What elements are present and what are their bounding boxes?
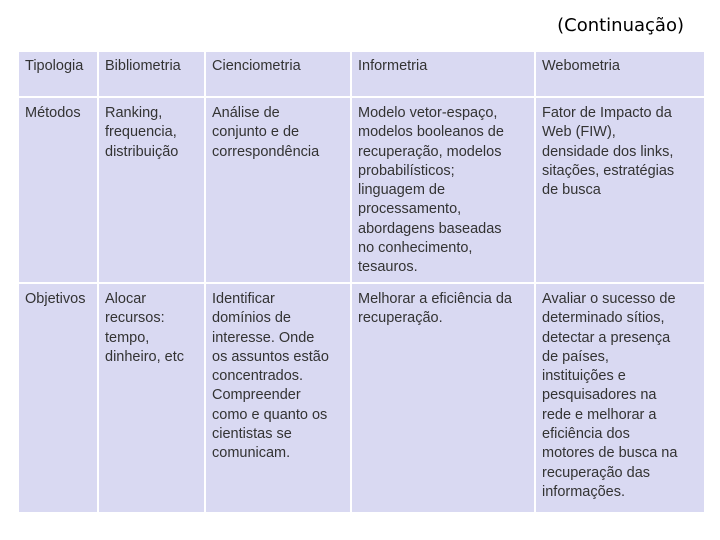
table-row-metodos <box>18 97 705 283</box>
cell-metodos-webometria: Fator de Impacto da Web (FIW), densidade dos links, sitações, estratégias de busca <box>535 97 705 283</box>
cell-metodos-cienciometria: Análise de conjunto e de correspondência <box>205 97 351 283</box>
header-cell-informetria: Informetria <box>351 51 535 97</box>
cell-objetivos-informetria: Melhorar a eficiência da recuperação. <box>351 283 535 513</box>
row-label-objetivos: Objetivos <box>18 283 98 513</box>
cell-metodos-informetria: Modelo vetor-espaço, modelos booleanos de recuperação, modelos probabilísticos; linguagem de processamento, abordagens baseadas no conhecimento, tesauros. <box>351 97 535 283</box>
slide-title: (Continuação) <box>557 15 684 36</box>
typology-table <box>17 50 706 514</box>
cell-objetivos-webometria: Avaliar o sucesso de determinado sítios, detectar a presença de países, instituições e pesquisadores na rede e melhorar a eficiência dos motores de busca na recuperação das informações. <box>535 283 705 513</box>
table-header-row <box>18 51 705 97</box>
table-row-objetivos <box>18 283 705 513</box>
cell-metodos-bibliometria: Ranking, frequencia, distribuição <box>98 97 205 283</box>
header-cell-tipologia: Tipologia <box>18 51 98 97</box>
header-cell-bibliometria: Bibliometria <box>98 51 205 97</box>
header-cell-cienciometria: Cienciometria <box>205 51 351 97</box>
cell-objetivos-bibliometria: Alocar recursos: tempo, dinheiro, etc <box>98 283 205 513</box>
cell-objetivos-cienciometria: Identificar domínios de interesse. Onde os assuntos estão concentrados. Compreender como e quanto os cientistas se comunicam. <box>205 283 351 513</box>
header-cell-webometria: Webometria <box>535 51 705 97</box>
row-label-metodos: Métodos <box>18 97 98 283</box>
